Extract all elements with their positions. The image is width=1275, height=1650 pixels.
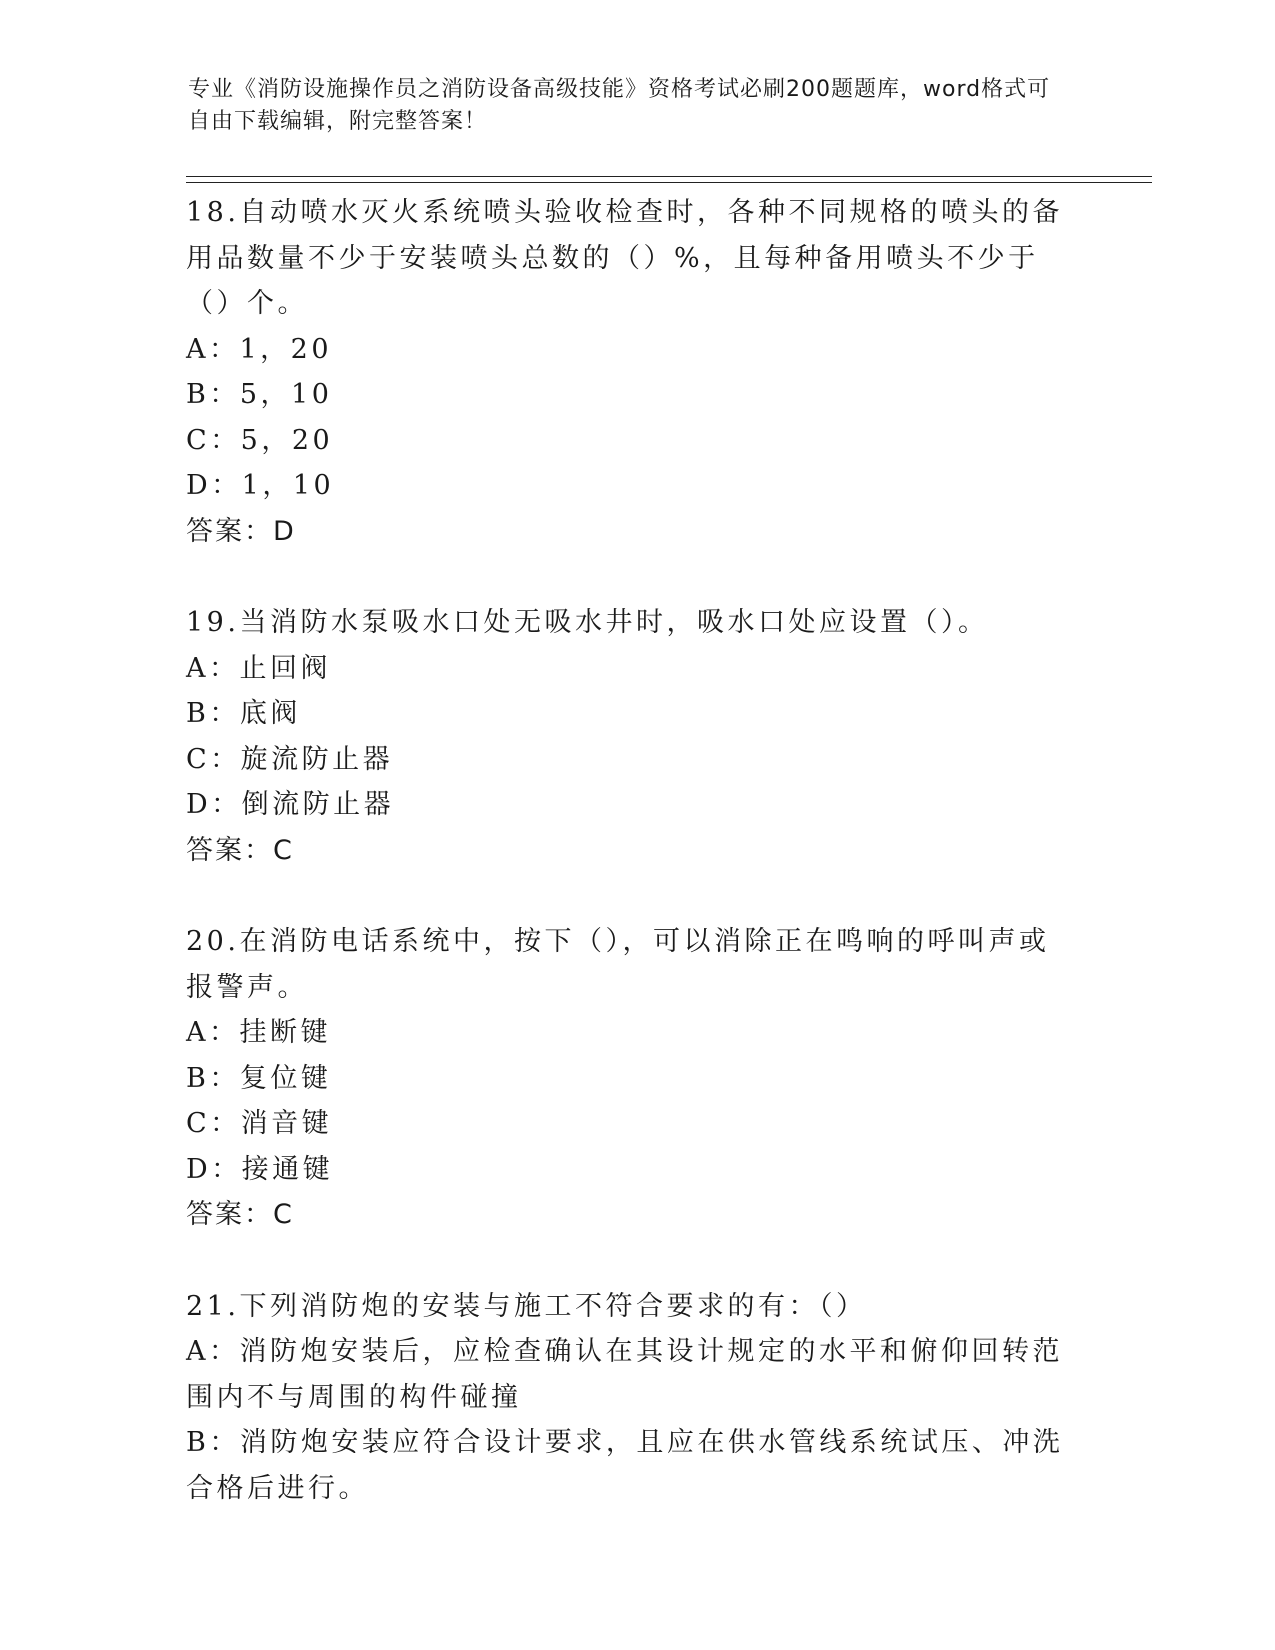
question-21 — [186, 1284, 1076, 1512]
option-b: B：消防炮安装应符合设计要求，且应在供水管线系统试压、冲洗合格后进行。 — [186, 1427, 1064, 1504]
option-d: D：倒流防止器 — [186, 789, 395, 820]
option-d: D：接通键 — [186, 1153, 334, 1185]
spacer — [186, 1238, 1076, 1284]
question-text: 18.自动喷水灭火系统喷头验收检查时，各种不同规格的喷头的备用品数量不少于安装喷头总数的（）%，且每种备用喷头不少于（）个。 — [186, 197, 1063, 319]
option-a: A：消防炮安装后，应检查确认在其设计规定的水平和俯仰回转范围内不与周围的构件碰撞 — [186, 1336, 1063, 1413]
question-text: 21.下列消防炮的安装与施工不符合要求的有：（） — [186, 1290, 867, 1322]
question-19 — [186, 600, 1076, 873]
option-d: D：1，10 — [186, 470, 335, 501]
question-20 — [186, 919, 1076, 1238]
option-c: C：消音键 — [186, 1108, 333, 1139]
option-b: B：底阀 — [186, 698, 301, 729]
spacer — [186, 873, 1076, 919]
document-header: 专业《消防设施操作员之消防设备高级技能》资格考试必刷200题题库，word格式可自由下载编辑，附完整答案！ — [188, 77, 1051, 134]
answer-line: 答案：C — [186, 1199, 294, 1230]
spacer — [186, 554, 1076, 600]
option-c: C：旋流防止器 — [186, 743, 394, 775]
answer-line: 答案：C — [186, 834, 294, 866]
answer-line: 答案：D — [186, 515, 296, 547]
question-text: 19.当消防水泵吸水口处无吸水井时，吸水口处应设置（）。 — [186, 607, 989, 638]
question-list — [186, 190, 1076, 1511]
option-b: B：复位键 — [186, 1062, 332, 1094]
option-a: A：1，20 — [186, 333, 333, 365]
option-c: C：5，20 — [186, 424, 334, 456]
option-b: B：5，10 — [186, 379, 333, 410]
option-a: A：挂断键 — [186, 1017, 331, 1048]
header-divider-top — [186, 176, 1152, 177]
header-divider-bottom — [186, 182, 1152, 183]
option-a: A：止回阀 — [186, 652, 331, 684]
question-18 — [186, 190, 1076, 554]
question-text: 20.在消防电话系统中，按下（），可以消除正在鸣响的呼叫声或报警声。 — [186, 926, 1050, 1003]
